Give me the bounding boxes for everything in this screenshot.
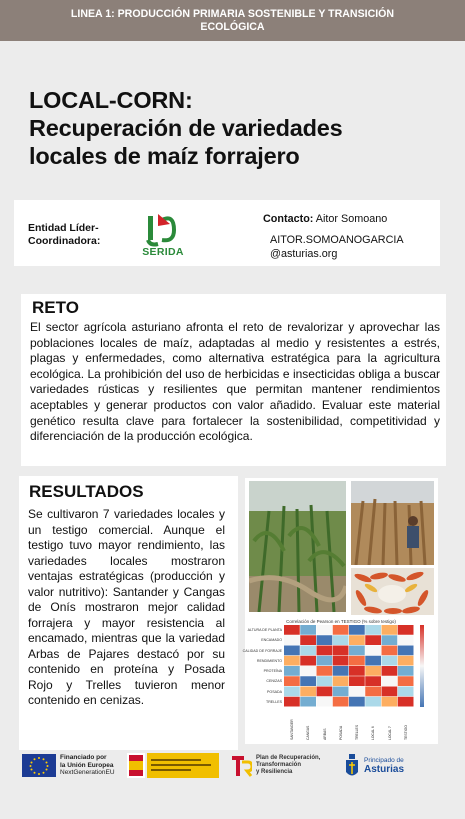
- heatmap-cell: [382, 656, 398, 666]
- heatmap-cell: [300, 676, 316, 686]
- heatmap-row-label: ENCAMADO: [261, 638, 282, 643]
- email-line-2: @asturias.org: [270, 248, 338, 260]
- tr-line-2: Transformación: [256, 762, 302, 768]
- eu-funding-text: [60, 754, 115, 777]
- title-line-3: locales de maíz forrajero: [29, 143, 300, 169]
- title-line-2: Recuperación de variedades: [29, 115, 343, 141]
- heatmap-cell: [300, 646, 316, 656]
- heatmap-cell: [300, 625, 316, 635]
- heatmap-cell: [398, 646, 414, 656]
- heatmap-cell: [317, 635, 333, 645]
- asturias-crest-icon: [344, 752, 360, 780]
- entity-card: [14, 200, 440, 266]
- heatmap-row-label: PROTEÍNA: [263, 669, 282, 674]
- recovery-plan-logo-icon: [232, 754, 252, 778]
- heatmap-cell: [317, 656, 333, 666]
- banner-text: LINEA 1: PRODUCCIÓN PRIMARIA SOSTENIBLE Y TRANSICIÓN ECOLÓGICA: [70, 8, 395, 33]
- heatmap-cell: [398, 687, 414, 697]
- heatmap-cell: [300, 697, 316, 707]
- heatmap-col-label: TRELLES: [355, 724, 360, 740]
- heatmap-cell: [382, 697, 398, 707]
- heatmap-colorbar: [420, 625, 426, 707]
- heatmap-cell: [365, 676, 381, 686]
- heatmap-cell: [317, 697, 333, 707]
- contact-label-text: Contacto:: [263, 213, 314, 225]
- heatmap-cell: [317, 687, 333, 697]
- heatmap-row-label: CALIDAD DE FORRAJE: [242, 648, 282, 653]
- heatmap-col-label: SANTANDER: [290, 719, 295, 740]
- heatmap-row-label: TRELLES: [266, 699, 282, 704]
- heatmap-cell: [365, 656, 381, 666]
- eu-line-2: la Unión Europea: [60, 761, 114, 769]
- section-banner: [0, 0, 465, 41]
- heatmap-row-label: RENDIMIENTO: [256, 658, 282, 663]
- contact-label: [263, 213, 387, 225]
- heatmap-cell: [349, 666, 365, 676]
- heatmap-col-label: CANGAS: [306, 725, 311, 740]
- contact-name: Aitor Somoano: [315, 213, 388, 225]
- heatmap-cell: [317, 646, 333, 656]
- heatmap-cell: [300, 666, 316, 676]
- heatmap-cell: [349, 625, 365, 635]
- eu-flag-icon: [22, 754, 56, 777]
- heatmap-cell: [333, 635, 349, 645]
- heatmap-cell: [382, 666, 398, 676]
- heatmap-cell: [284, 625, 300, 635]
- heatmap-row-label: POSADA: [267, 689, 282, 694]
- reto-heading: RETO: [32, 298, 79, 317]
- heatmap-cell: [349, 687, 365, 697]
- title-line-1: LOCAL-CORN:: [29, 87, 193, 113]
- heatmap-cell: [300, 635, 316, 645]
- heatmap-cell: [333, 676, 349, 686]
- cornfield-photo: [249, 481, 346, 612]
- tr-line-1: Plan de Recuperación,: [256, 755, 321, 761]
- heatmap-cell: [365, 625, 381, 635]
- heatmap-cell: [365, 666, 381, 676]
- heatmap-cell: [317, 676, 333, 686]
- heatmap-col-label: POSADA: [338, 725, 343, 740]
- heatmap-cell: [349, 656, 365, 666]
- contact-email[interactable]: [270, 233, 404, 261]
- eu-line-1: Financiado por: [60, 754, 107, 761]
- asturias-text: [364, 756, 404, 774]
- heatmap-col-label: ARBAS: [322, 728, 327, 740]
- heatmap-cell: [365, 687, 381, 697]
- heatmap-cell: [398, 635, 414, 645]
- heatmap-col-label: LOCAL 7: [387, 726, 392, 740]
- heatmap-cell: [333, 646, 349, 656]
- heatmap-col-label: TESTIGO: [403, 725, 408, 740]
- heatmap-col-label: LOCAL 6: [371, 726, 376, 740]
- eu-line-3: NextGenerationEU: [60, 769, 115, 776]
- heatmap-cell: [349, 635, 365, 645]
- heatmap-cell: [333, 697, 349, 707]
- heatmap-cell: [284, 656, 300, 666]
- heatmap-cell: [284, 697, 300, 707]
- heatmap-cell: [382, 635, 398, 645]
- ast-line-1: Principado de: [364, 757, 404, 764]
- ast-line-2: Asturias: [364, 764, 405, 775]
- heatmap-row-label: ALTURA DE PLANTA: [247, 628, 282, 633]
- heatmap-chart: [284, 625, 414, 707]
- tr-line-3: y Resiliencia: [256, 769, 293, 775]
- heatmap-cell: [317, 666, 333, 676]
- heatmap-cell: [398, 676, 414, 686]
- heatmap-cell: [333, 625, 349, 635]
- heatmap-cell: [284, 676, 300, 686]
- heatmap-cell: [398, 666, 414, 676]
- entity-label: Entidad Líder-Coordinadora:: [28, 222, 101, 247]
- heatmap-cell: [365, 697, 381, 707]
- harvest-photo: [351, 481, 434, 565]
- poster-title: [29, 86, 449, 170]
- heatmap-row-label: CENIZAS: [266, 679, 282, 684]
- heatmap-cell: [333, 666, 349, 676]
- heatmap-cell: [333, 656, 349, 666]
- heatmap-cell: [382, 646, 398, 656]
- heatmap-cell: [349, 697, 365, 707]
- heatmap-cell: [382, 676, 398, 686]
- heatmap-cell: [300, 656, 316, 666]
- heatmap-cell: [349, 676, 365, 686]
- heatmap-cell: [284, 646, 300, 656]
- serida-logo-text: SERIDA: [142, 246, 184, 258]
- heatmap-cell: [284, 687, 300, 697]
- resultados-heading: RESULTADOS: [29, 482, 144, 501]
- heatmap-cell: [365, 635, 381, 645]
- reto-text: El sector agrícola asturiano afronta el reto de revalorizar y aprovechar las poblaciones locales de maíz, adaptadas al medio y resistentes a estrés, plagas y enfermedades, como alternativa estratégica para la agricultura ecológica. La prohibición del uso de herbicidas e insecticidas obliga a buscar variedades rústicas y resilientes que permitan mantener rendimientos aceptables y generar productos con valor añadido. Evaluar este material genético resulta clave para fortalecer la sostenibilidad, competitividad y diferenciación de la producción ecológica.: [30, 320, 440, 444]
- spain-government-logo-icon: [127, 753, 219, 778]
- heatmap-cell: [398, 625, 414, 635]
- recovery-plan-text: [256, 755, 320, 776]
- resultados-text: Se cultivaron 7 variedades locales y un testigo comercial. Aunque el testigo tuvo mayor rendimiento, las variedades locales mostraron ventajas estratégicas (producción y valor nutritivo): Santander y Cangas de Onís mostraron mejor calidad forrajera y mayor resistencia al encamado, mientras que la variedad Arbas de Pajares destacó por su contenido en proteína y Posada Rojo y Trelles tuvieron menor contenido en cenizas.: [28, 507, 225, 707]
- heatmap-cell: [300, 687, 316, 697]
- heatmap-cell: [398, 656, 414, 666]
- heatmap-cell: [349, 646, 365, 656]
- heatmap-title: Correlación de Pearson en TESTIGO (% sobre testigo): [286, 619, 396, 624]
- heatmap-cell: [284, 635, 300, 645]
- heatmap-cell: [382, 625, 398, 635]
- email-line-1: AITOR.SOMOANOGARCIA: [270, 234, 404, 246]
- corn-cobs-photo: [351, 568, 434, 615]
- heatmap-cell: [317, 625, 333, 635]
- heatmap-cell: [382, 687, 398, 697]
- heatmap-cell: [333, 687, 349, 697]
- heatmap-cell: [365, 646, 381, 656]
- heatmap-cell: [398, 697, 414, 707]
- heatmap-cell: [284, 666, 300, 676]
